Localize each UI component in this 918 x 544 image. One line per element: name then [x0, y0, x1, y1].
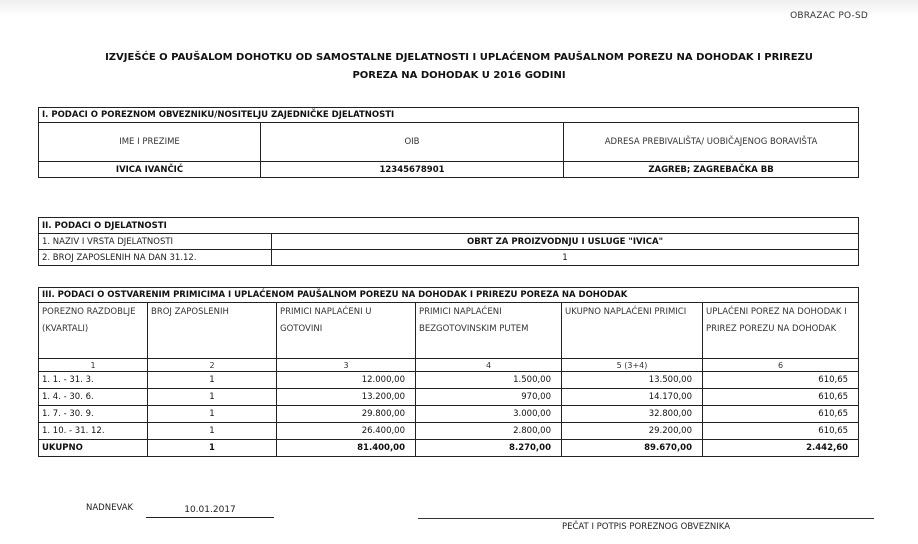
total-noncash: 8.270,00 — [416, 440, 562, 457]
noncash-cell: 3.000,00 — [416, 406, 562, 423]
income-section-table — [38, 287, 859, 457]
cash-cell: 29.800,00 — [277, 406, 416, 423]
employees-cell: 1 — [148, 423, 277, 440]
total-cell: 14.170,00 — [562, 389, 703, 406]
activity-name-value: OBRT ZA PROIZVODNJU I USLUGE "IVICA" — [272, 234, 859, 250]
header-oib: OIB — [261, 123, 564, 162]
taxpayer-address: ZAGREB; ZAGREBAČKA BB — [564, 162, 859, 178]
total-employees: 1 — [148, 440, 277, 457]
signature-line — [418, 518, 874, 519]
section-2-title: II. PODACI O DJELATNOSTI — [39, 218, 859, 234]
taxpayer-name: IVICA IVANČIĆ — [39, 162, 261, 178]
activity-name-label: 1. NAZIV I VRSTA DJELATNOSTI — [39, 234, 272, 250]
header-total-receipts: UKUPNO NAPLAĆENI PRIMICI — [562, 303, 703, 359]
taxpayer-oib: 12345678901 — [261, 162, 564, 178]
form-code: OBRAZAC PO-SD — [790, 11, 868, 21]
total-label: UKUPNO — [39, 440, 148, 457]
table-row — [39, 406, 859, 423]
tax-cell: 610,65 — [703, 406, 859, 423]
period-cell: 1. 4. - 30. 6. — [39, 389, 148, 406]
header-cash-receipts: PRIMICI NAPLAĆENI U GOTOVINI — [277, 303, 416, 359]
taxpayer-section-table — [38, 107, 859, 178]
column-number: 2 — [148, 359, 277, 372]
column-number: 4 — [416, 359, 562, 372]
cash-cell: 12.000,00 — [277, 372, 416, 389]
total-row — [39, 440, 859, 457]
total-cell: 13.500,00 — [562, 372, 703, 389]
date-value: 10.01.2017 — [146, 505, 274, 518]
document-title-line-1: IZVJEŠĆE O PAUŠALOM DOHOTKU OD SAMOSTALNE DJELATNOSTI I UPLAĆENOM PAUŠALNOM POREZU NA DOHODAK I PRIREZU — [105, 52, 813, 63]
period-cell: 1. 10. - 31. 12. — [39, 423, 148, 440]
section-3-title: III. PODACI O OSTVARENIM PRIMICIMA I UPLAĆENOM PAUŠALNOM POREZU NA DOHODAK I PRIREZU POREZA NA DOHODAK — [39, 288, 859, 303]
cash-cell: 13.200,00 — [277, 389, 416, 406]
activity-section-table — [38, 217, 859, 266]
header-noncash-receipts: PRIMICI NAPLAĆENI BEZGOTOVINSKIM PUTEM — [416, 303, 562, 359]
column-number: 3 — [277, 359, 416, 372]
header-tax-paid: UPLAĆENI POREZ NA DOHODAK I PRIREZ POREZU NA DOHODAK — [703, 303, 859, 359]
total-cell: 29.200,00 — [562, 423, 703, 440]
total-cash: 81.400,00 — [277, 440, 416, 457]
header-period: POREZNO RAZDOBLJE (KVARTALI) — [39, 303, 148, 359]
employees-cell: 1 — [148, 406, 277, 423]
period-cell: 1. 7. - 30. 9. — [39, 406, 148, 423]
top-band — [0, 0, 918, 16]
cash-cell: 26.400,00 — [277, 423, 416, 440]
table-row — [39, 389, 859, 406]
document-title-line-2: POREZA NA DOHODAK U 2016 GODINI — [352, 70, 566, 81]
tax-cell: 610,65 — [703, 372, 859, 389]
tax-cell: 610,65 — [703, 423, 859, 440]
signature-label: PEČAT I POTPIS POREZNOG OBVEZNIKA — [561, 522, 731, 532]
tax-cell: 610,65 — [703, 389, 859, 406]
noncash-cell: 1.500,00 — [416, 372, 562, 389]
period-cell: 1. 1. - 31. 3. — [39, 372, 148, 389]
employees-cell: 1 — [148, 372, 277, 389]
noncash-cell: 970,00 — [416, 389, 562, 406]
header-name: IME I PREZIME — [39, 123, 261, 162]
table-row — [39, 372, 859, 389]
total-tax: 2.442,60 — [703, 440, 859, 457]
date-label: NADNEVAK — [86, 503, 134, 513]
employees-label: 2. BROJ ZAPOSLENIH NA DAN 31.12. — [39, 250, 272, 266]
employees-value: 1 — [272, 250, 859, 266]
total-receipts: 89.670,00 — [562, 440, 703, 457]
employees-cell: 1 — [148, 389, 277, 406]
column-number: 6 — [703, 359, 859, 372]
header-employees: BROJ ZAPOSLENIH — [148, 303, 277, 359]
column-number: 1 — [39, 359, 148, 372]
section-1-title: I. PODACI O POREZNOM OBVEZNIKU/NOSITELJU ZAJEDNIČKE DJELATNOSTI — [39, 108, 859, 123]
table-row — [39, 423, 859, 440]
header-address: ADRESA PREBIVALIŠTA/ UOBIČAJENOG BORAVIŠTA — [564, 123, 859, 162]
noncash-cell: 2.800,00 — [416, 423, 562, 440]
column-number: 5 (3+4) — [562, 359, 703, 372]
total-cell: 32.800,00 — [562, 406, 703, 423]
